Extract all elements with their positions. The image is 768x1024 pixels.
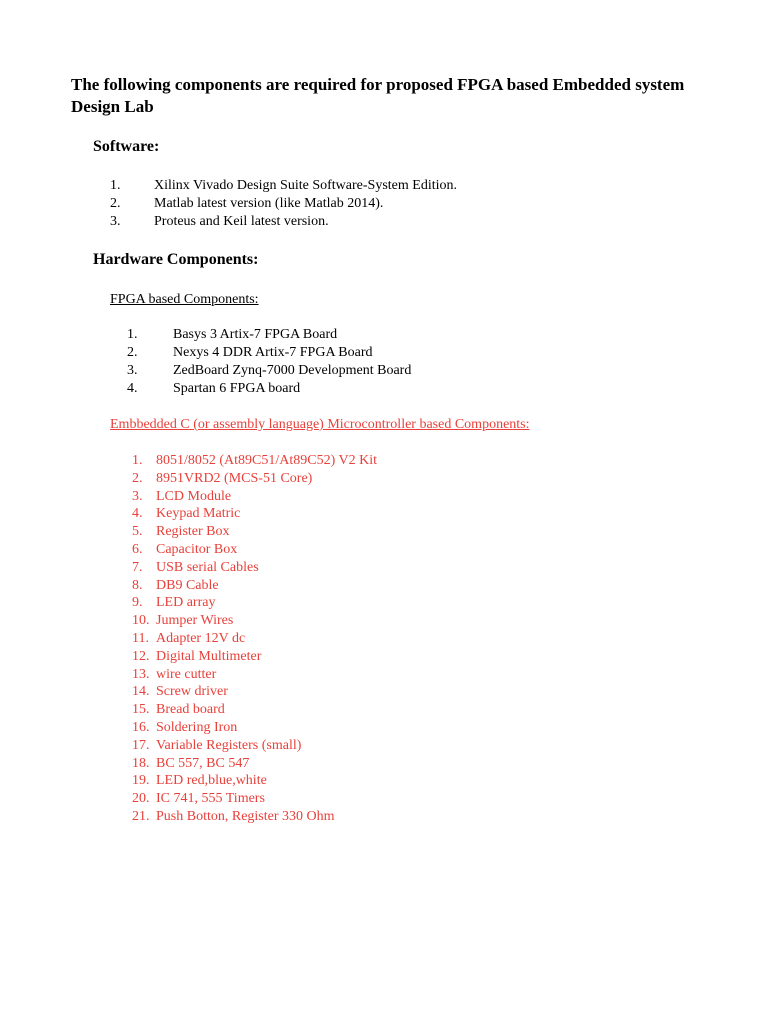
item-number: 17. <box>132 737 150 753</box>
item-text: LCD Module <box>156 488 232 504</box>
embedded-components-heading: Embbedded C (or assembly language) Microcontroller based Components: <box>110 417 530 432</box>
list-item <box>132 701 377 719</box>
item-number: 2. <box>132 470 143 486</box>
item-text: Bread board <box>156 702 225 718</box>
item-number: 11. <box>132 630 149 646</box>
item-number: 6. <box>132 541 143 557</box>
list-item <box>132 470 377 488</box>
list-item <box>132 594 377 612</box>
list-item <box>132 612 377 630</box>
item-text: Push Botton, Register 330 Ohm <box>156 808 335 824</box>
item-text: LED array <box>156 595 216 611</box>
item-text: DB9 Cable <box>156 577 219 593</box>
item-text: Soldering Iron <box>156 719 238 735</box>
item-number: 3. <box>132 488 143 504</box>
list-item <box>127 362 411 380</box>
list-item <box>110 213 457 231</box>
list-item <box>132 452 377 470</box>
list-item <box>132 719 377 737</box>
item-text: Jumper Wires <box>156 613 234 629</box>
item-number: 20. <box>132 791 150 807</box>
item-text: USB serial Cables <box>156 559 259 575</box>
list-item <box>132 648 377 666</box>
list-item <box>132 666 377 684</box>
item-number: 2. <box>127 345 138 360</box>
item-text: Matlab latest version (like Matlab 2014). <box>154 196 384 211</box>
list-item <box>127 344 411 362</box>
item-number: 8. <box>132 577 143 593</box>
item-number: 21. <box>132 808 150 824</box>
fpga-components-list <box>127 326 411 398</box>
item-number: 15. <box>132 702 150 718</box>
item-text: Variable Registers (small) <box>156 737 302 753</box>
item-number: 13. <box>132 666 150 682</box>
document-title: The following components are required for proposed FPGA based Embedded system Design Lab <box>71 75 685 116</box>
item-text: Adapter 12V dc <box>156 630 246 646</box>
list-item <box>110 195 457 213</box>
item-text: LED red,blue,white <box>156 773 267 789</box>
item-text: Nexys 4 DDR Artix-7 FPGA Board <box>173 345 373 360</box>
list-item <box>127 380 411 398</box>
item-number: 9. <box>132 595 143 611</box>
list-item <box>132 577 377 595</box>
list-item <box>132 790 377 808</box>
item-number: 18. <box>132 755 150 771</box>
item-text: IC 741, 555 Timers <box>156 791 265 807</box>
item-text: Xilinx Vivado Design Suite Software-System Edition. <box>154 178 457 193</box>
item-text: Basys 3 Artix-7 FPGA Board <box>173 327 338 342</box>
item-number: 14. <box>132 684 150 700</box>
item-text: Keypad Matric <box>156 506 241 522</box>
software-list <box>110 177 457 231</box>
item-number: 2. <box>110 196 121 211</box>
list-item <box>132 630 377 648</box>
item-number: 4. <box>132 506 143 522</box>
item-number: 4. <box>127 381 138 396</box>
item-text: BC 557, BC 547 <box>156 755 250 771</box>
item-text: 8051/8052 (At89C51/At89C52) V2 Kit <box>156 453 378 468</box>
item-number: 7. <box>132 559 143 575</box>
hardware-heading: Hardware Components: <box>93 251 259 268</box>
embedded-components-list <box>132 452 377 826</box>
item-number: 1. <box>127 327 138 342</box>
list-item <box>132 541 377 559</box>
item-number: 16. <box>132 719 150 735</box>
item-text: wire cutter <box>156 666 217 682</box>
list-item <box>132 523 377 541</box>
list-item <box>132 488 377 506</box>
list-item <box>132 505 377 523</box>
item-number: 5. <box>132 524 143 540</box>
item-text: 8951VRD2 (MCS-51 Core) <box>156 470 313 486</box>
item-number: 19. <box>132 773 150 789</box>
item-text: Register Box <box>156 524 230 540</box>
item-number: 10. <box>132 613 150 629</box>
list-item <box>132 772 377 790</box>
item-number: 3. <box>127 363 138 378</box>
item-number: 1. <box>132 453 143 468</box>
item-number: 12. <box>132 648 150 664</box>
list-item <box>132 559 377 577</box>
list-item <box>132 737 377 755</box>
item-text: Capacitor Box <box>156 541 238 557</box>
item-text: Digital Multimeter <box>156 648 262 664</box>
list-item <box>132 683 377 701</box>
list-item <box>132 808 377 826</box>
fpga-components-heading: FPGA based Components: <box>110 292 259 307</box>
list-item <box>132 755 377 773</box>
item-number: 3. <box>110 214 121 229</box>
list-item <box>127 326 411 344</box>
item-text: Spartan 6 FPGA board <box>173 381 301 396</box>
software-heading: Software: <box>93 138 160 155</box>
item-text: Proteus and Keil latest version. <box>154 214 329 229</box>
item-text: Screw driver <box>156 684 228 700</box>
list-item <box>110 177 457 195</box>
item-text: ZedBoard Zynq-7000 Development Board <box>173 363 412 378</box>
item-number: 1. <box>110 178 121 193</box>
